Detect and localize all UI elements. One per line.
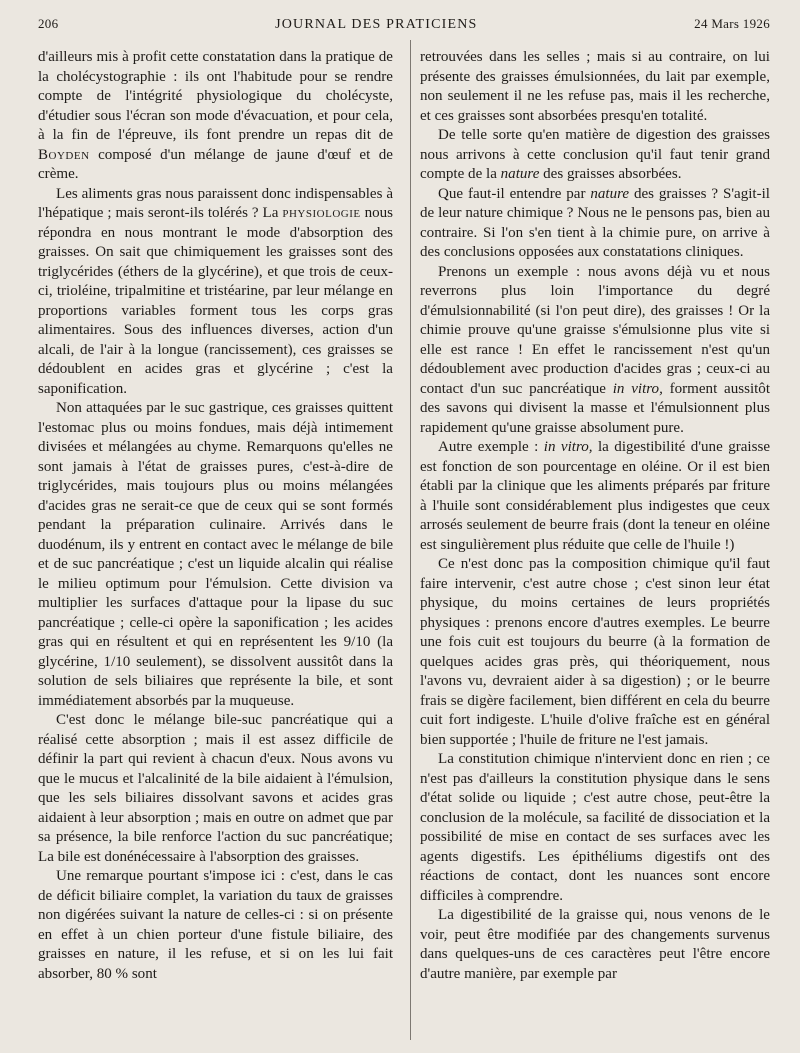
author-name: Boyden: [38, 146, 90, 163]
issue-date: 24 Mars 1926: [694, 16, 770, 31]
page-header: [38, 16, 770, 40]
paragraph: La constitution chimique n'intervient donc en rien ; ce n'est pas d'ailleurs la constitution physique dans le sens d'état solide ou liquide ; c'est autre chose, peut-être la conclusion de la molécule, sa facilité de dissociation et la possibilité de mise en contact de ses surfaces avec les agents digestifs. Les épithéliums digestifs ont des réactions de contact, dont les nuances sont encore difficiles à comprendre.: [420, 751, 770, 904]
text-columns: [38, 48, 770, 984]
paragraph: Non attaquées par le suc gastrique, ces graisses quittent l'estomac plus ou moins fondues, mais déjà intimement divisées et mélangées au chyme. Remarquons qu'elles ne sont jamais à l'état de graisses pures, c'est-à-dire de triglycérides, mais toujours plus ou moins mélangées d'acides gras ne serait-ce que de ceux qui se sont formés pendant la préparation culinaire. Arrivés dans le duodénum, ils y entrent en contact avec le mélange de bile et de suc pancréatique ; c'est un liquide alcalin qui réalise le milieu optimum pour l'émulsion. Cette division va multiplier les surfaces d'attaque pour la lipase du suc pancréatique ; celle-ci opère la saponification ; les acides gras qui en résultent et qui en représentent les 9/10 (la glycérine, 1/10 seulement), se dissolvent aussitôt dans la solution de sels biliaires que représente la bile, et sont immédiatement absorbés par la muqueuse.: [38, 400, 393, 709]
paragraph: Les aliments gras nous paraissent donc indispensables à l'hépatique ; mais seront-ils tolérés ? La physiologie nous répondra en nous montrant le mode d'absorption des graisses. On sait que chimiquement les graisses sont des triglycérides (éthers de la glycérine), et que trois de ceux-ci, trioléine, tripalmitine et tristéarine, par leur mélange en proportions variables forment tous les corps gras alimentaires. Sous des influences diverses, action d'un alcali, de l'air à la longue (rancissement), ces graisses se dédoublent en acides gras et glycérine ; c'est la saponification.: [38, 185, 394, 397]
section-ref: physiologie: [282, 205, 361, 221]
right-column: [420, 48, 770, 984]
paragraph: d'ailleurs mis à profit cette constatation dans la pratique de la cholécystographie : ils ont l'habitude pour se rendre compte de l'intégrité physiologique du cholécyste, d'étudier sous l'écran son mode d'évacuation, et pour cela, à la fin de l'épreuve, ils font prendre un repas dit de Boyden composé d'un mélange de jaune d'œuf et de crème.: [38, 49, 393, 182]
journal-title: JOURNAL DES PRATICIENS: [275, 17, 478, 32]
paragraph: Ce n'est donc pas la composition chimique qu'il faut faire intervenir, c'est autre chose ; c'est sinon leur état physique, du moins certaines de leurs propriétés physiques : prenons encore d'autres exemples. Le beurre une fois cuit est toujours du beurre (à la formation de quelques acides gras près, qui théoriquement, nous l'avons vu, devraient aider à sa digestion) ; or le beurre frais se digère facilement, bien différent en cela du beurre cuit fort indigeste. L'huile d'olive fraîche est en général bien supportée ; l'huile de friture ne l'est jamais.: [420, 556, 770, 748]
column-divider: [410, 40, 411, 1040]
paragraph: Prenons un exemple : nous avons déjà vu et nous reverrons plus loin l'importance du degré d'émulsionnabilité (si l'on peut dire), des graisses ! Or la chimie prouve qu'une graisse s'émulsionne plus vite si elle est rance ! En effet le rancissement n'est qu'un dédoublement avec production d'acides gras ; ceux-ci au contact d'un suc pancréatique in vitro, forment aussitôt des savons qui divisent la masse et l'émulsionnent plus rapidement qu'une graisse absolument pure.: [420, 263, 771, 436]
paragraph: De telle sorte qu'en matière de digestion des graisses nous arrivons à cette conclusion qu'il faut tenir grand compte de la nature des graisses absorbées.: [420, 127, 770, 182]
left-column: [38, 48, 393, 984]
paragraph: C'est donc le mélange bile-suc pancréatique qui a réalisé cette absorption ; mais il est assez difficile de définir la part qui revient à chacun d'eux. Nous avons vu que le mucus et l'alcalinité de la bile aidaient à l'émulsion, que les sels biliaires dissolvant savons et acides gras aidaient à leur absorption ; mais en outre on admet que par sa présence, la bile renforce l'action du suc pancréatique; La bile est donénécessaire à l'absorption des graisses.: [38, 712, 393, 865]
paragraph: La digestibilité de la graisse qui, nous venons de le voir, peut être modifiée par des changements survenus dans quelques-uns de ces caractères peut l'être encore d'autre manière, par exemple par: [420, 907, 770, 982]
paragraph: retrouvées dans les selles ; mais si au contraire, on lui présente des graisses émulsionnées, du lait par exemple, non seulement il ne les refuse pas, mais il les recherche, et ces graisses sont absorbées presqu'en totalité.: [420, 49, 770, 124]
paragraph: Une remarque pourtant s'impose ici : c'est, dans le cas de déficit biliaire complet, la variation du taux de graisses non digérées suivant la nature de celles-ci : si on présente en effet à un chien porteur d'une fistule biliaire, des graisses en nature, il les refuse, et si on les lui fait absorber, 80 % sont: [38, 868, 393, 982]
paragraph: Autre exemple : in vitro, la digestibilité d'une graisse est fonction de son pourcentage en oléine. Or il est bien établi par la clinique que les aliments préparés par friture à l'huile sont considérablement plus indigestes que ceux arrosés seulement de beurre frais (dont la teneur en oléine est singulièrement plus réduite que celle de l'huile !): [420, 439, 770, 553]
page-number: 206: [38, 16, 59, 31]
paragraph: Que faut-il entendre par nature des graisses ? S'agit-il de leur nature chimique ? Nous ne le pensons pas, bien au contraire. Si l'on s'en tient à la chimie pure, on arrive à des conclusions opposées aux constatations cliniques.: [420, 185, 770, 260]
